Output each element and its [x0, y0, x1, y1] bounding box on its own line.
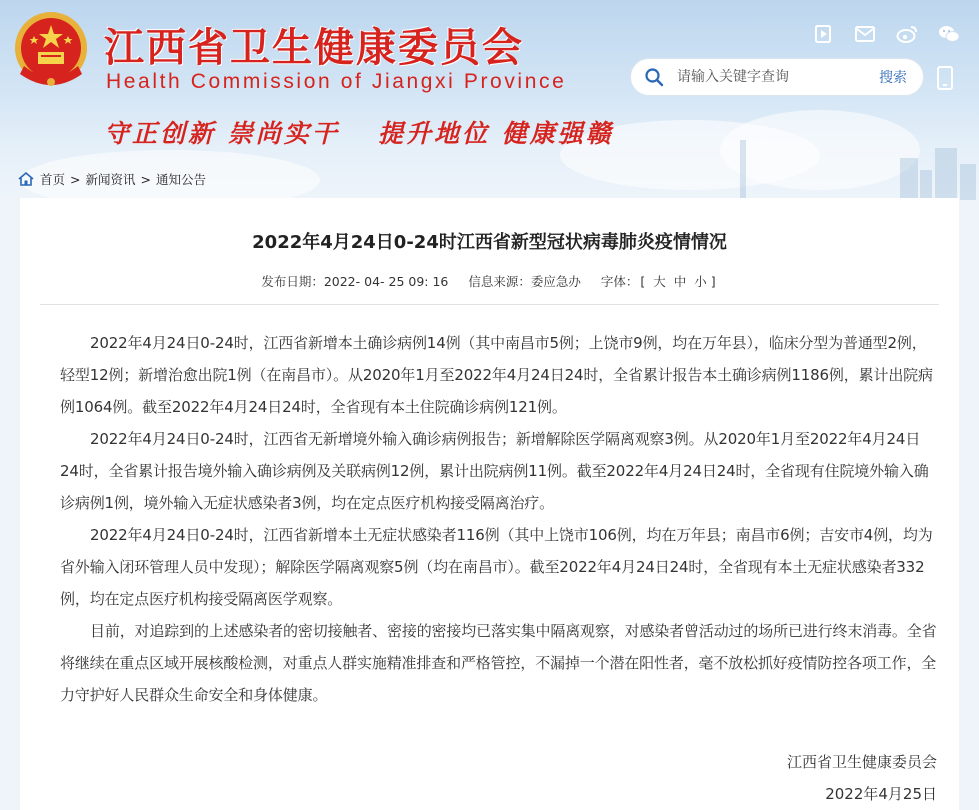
publish-date-label: 发布日期：	[261, 274, 324, 289]
weibo-icon[interactable]	[895, 22, 919, 46]
article-title: 2022年4月24日0-24时江西省新型冠状病毒肺炎疫情情况	[252, 232, 727, 253]
info-source-label: 信息来源：	[468, 274, 531, 289]
building-decoration	[960, 164, 976, 200]
info-source-value: 委应急办	[530, 274, 581, 289]
publish-date-value: 2022- 04- 25 09: 16	[323, 274, 449, 289]
article-paragraph: 2022年4月24日0-24时，江西省新增本土无症状感染者116例（其中上饶市106例，均在万年县；南昌市6例；吉安市4例，均为省外输入闭环管理人员中发现）；解除医学隔离观察5例（均在南昌市）。截至2022年4月24日24时，全省现有本土无症状感染者332例，均在定点医疗机构接受隔离医学观察。	[60, 526, 933, 608]
cloud-decoration	[720, 110, 920, 190]
info-source	[468, 274, 581, 289]
publish-date	[261, 274, 448, 289]
font-size-control	[601, 274, 718, 289]
article-body	[60, 327, 937, 711]
breadcrumb-notices[interactable]: 通知公告	[156, 172, 207, 187]
slogan-right: 提升地位 健康强赣	[378, 119, 614, 148]
font-size-label: 字体：	[600, 274, 639, 289]
article-card	[20, 198, 959, 810]
search-icon[interactable]	[631, 67, 677, 87]
search-button[interactable]: 搜索	[879, 70, 907, 86]
wechat-icon[interactable]	[937, 22, 961, 46]
signature-date: 2022年4月25日	[825, 785, 937, 803]
building-decoration	[920, 170, 932, 200]
building-decoration	[935, 148, 957, 200]
signature-org: 江西省卫生健康委员会	[786, 753, 937, 771]
home-icon[interactable]	[18, 172, 34, 186]
divider	[40, 304, 939, 305]
building-decoration	[740, 140, 746, 200]
mail-icon[interactable]	[853, 22, 877, 46]
article-paragraph: 2022年4月24日0-24时，江西省无新增境外输入确诊病例报告；新增解除医学隔离观察3例。从2020年1月至2022年4月24日24时，全省累计报告境外输入确诊病例及关联病例12例，累计出院病例11例。截至2022年4月24日24时，全省现有住院境外输入确诊病例1例，境外输入无症状感染者3例，均在定点医疗机构接受隔离治疗。	[60, 430, 929, 512]
national-emblem-icon	[10, 8, 92, 92]
font-bracket-close: ]	[710, 274, 716, 289]
building-decoration	[900, 158, 918, 200]
font-bracket-open: [	[640, 274, 646, 289]
article-meta	[20, 272, 959, 290]
slogan-left: 守正创新 崇尚实干	[104, 119, 340, 148]
video-icon[interactable]	[811, 22, 835, 46]
site-header	[0, 0, 979, 200]
breadcrumb-home[interactable]: 首页	[40, 172, 66, 187]
site-title-en: Health Commission of Jiangxi Province	[106, 70, 567, 93]
mobile-icon[interactable]	[936, 66, 954, 94]
site-title-cn: 江西省卫生健康委员会	[104, 24, 524, 71]
breadcrumb	[18, 170, 206, 188]
font-small-button[interactable]: 小	[694, 274, 707, 289]
article-signature	[787, 746, 937, 810]
breadcrumb-news[interactable]: 新闻资讯	[85, 172, 136, 187]
article-paragraph: 2022年4月24日0-24时，江西省新增本土确诊病例14例（其中南昌市5例；上饶市9例，均在万年县），临床分型为普通型2例，轻型12例；新增治愈出院1例（在南昌市）。从2020年1月至2022年4月24日24时，全省累计报告本土确诊病例1186例，累计出院病例1064例。截至2022年4月24日24时，全省现有本土住院确诊病例121例。	[60, 334, 933, 416]
breadcrumb-separator: >	[70, 171, 81, 187]
search-input[interactable]	[677, 69, 879, 85]
breadcrumb-separator: >	[140, 171, 151, 187]
font-large-button[interactable]: 大	[653, 274, 666, 289]
article-paragraph: 目前，对追踪到的上述感染者的密切接触者、密接的密接均已落实集中隔离观察，对感染者曾活动过的场所已进行终末消毒。全省将继续在重点区域开展核酸检测，对重点人群实施精准排查和严格管控，不漏掉一个潜在阳性者，毫不放松抓好疫情防控各项工作，全力守护好人民群众生命安全和身体健康。	[60, 622, 937, 704]
top-icon-bar	[811, 22, 961, 46]
font-medium-button[interactable]: 中	[673, 274, 687, 289]
search-box	[630, 58, 924, 96]
